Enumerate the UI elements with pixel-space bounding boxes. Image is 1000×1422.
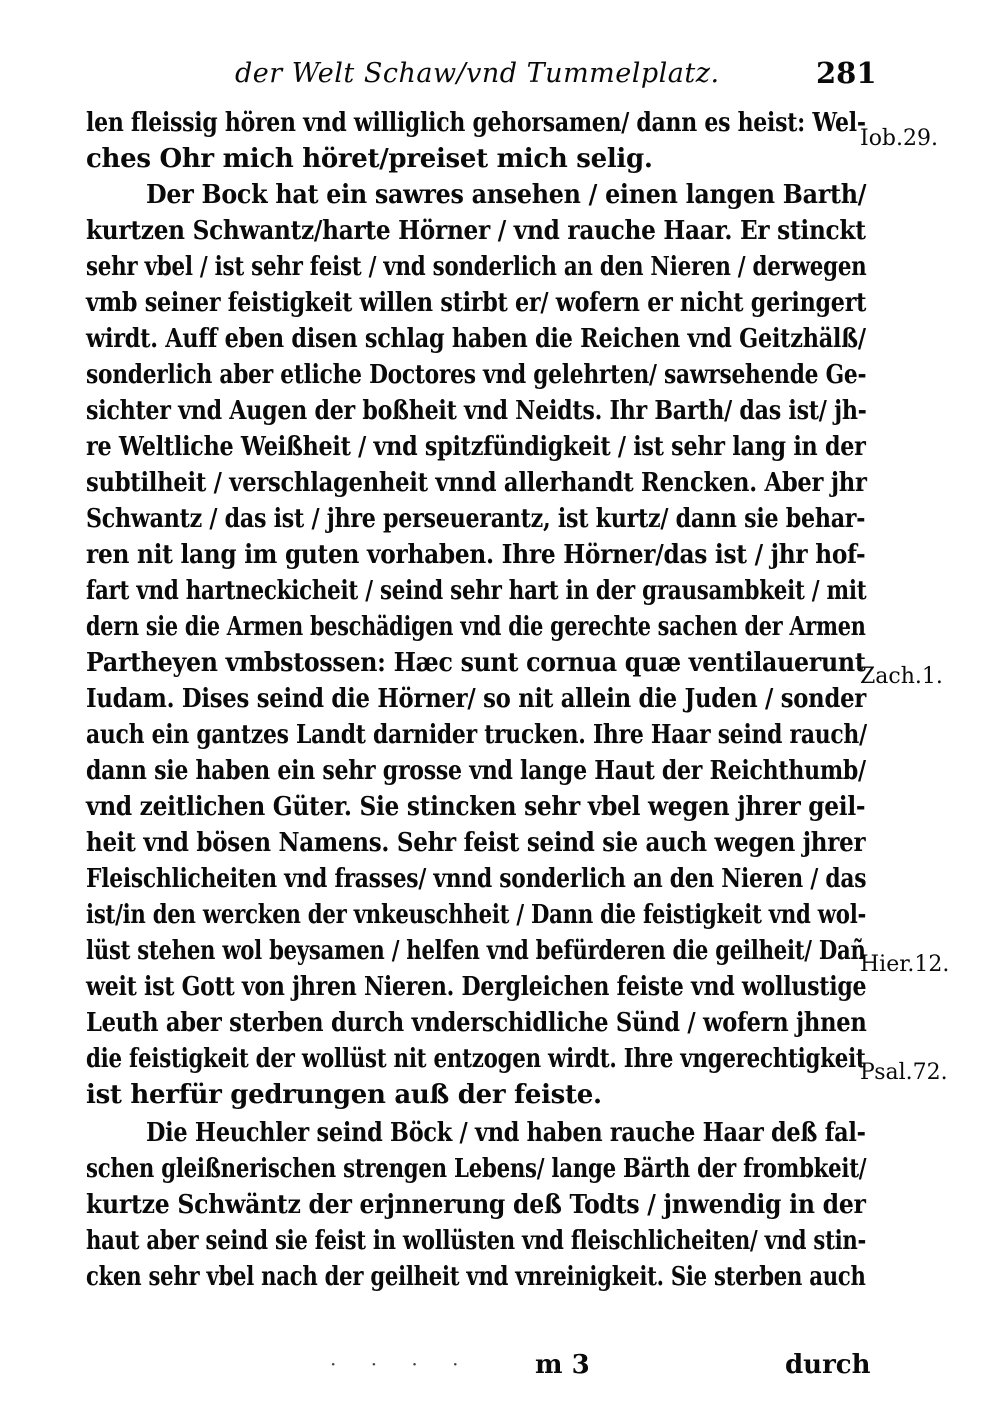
text-line: Schwantz / das ist / jhre perseuerantz, ist kurtz/ dann sie behar- xyxy=(86,504,866,534)
text-line: lüst stehen wol beysamen / helfen vnd befürderen die geilheit/ Dañ xyxy=(86,936,866,966)
text-line: cken sehr vbel nach der geilheit vnd vnreinigkeit. Sie sterben auch xyxy=(86,1262,866,1292)
text-line: kurtzen Schwantz/harte Hörner / vnd rauche Haar. Er stinckt xyxy=(86,216,866,246)
text-line: heit vnd bösen Namens. Sehr feist seind sie auch wegen jhrer xyxy=(86,828,866,858)
marginal-note-job: Iob.29. xyxy=(860,126,938,151)
text-line: auch ein gantzes Landt darnider trucken. Ihre Haar seind rauch/ xyxy=(86,720,867,750)
text-line: vnd zeitlichen Güter. Sie stincken sehr vbel wegen jhrer geil- xyxy=(86,792,866,822)
text-line: kurtze Schwäntz der erjnnerung deß Todts / jnwendig in der xyxy=(86,1190,866,1220)
marginal-note-psal: Psal.72. xyxy=(860,1060,948,1085)
catchword: durch xyxy=(785,1350,871,1380)
marginal-note-hier: Hier.12. xyxy=(860,952,950,977)
text-line: re Weltliche Weißheit / vnd spitzfündigkeit / ist sehr lang in der xyxy=(86,432,866,462)
signature-mark: m 3 xyxy=(535,1350,590,1380)
text-line: dern sie die Armen beschädigen vnd die gerechte sachen der Armen xyxy=(86,612,866,642)
text-line: haut aber seind sie feist in wollüsten vnd fleischlicheiten/ vnd stin- xyxy=(86,1226,867,1256)
text-line: ches Ohr mich höret/preiset mich selig. xyxy=(86,144,653,174)
text-line: subtilheit / verschlagenheit vnnd allerhandt Rencken. Aber jhr xyxy=(86,468,867,498)
stray-marks: · · · · xyxy=(330,1352,473,1376)
text-line: vmb seiner feistigkeit willen stirbt er/ wofern er nicht geringert xyxy=(86,288,867,318)
text-line: wirdt. Auff eben disen schlag haben die Reichen vnd Geitzhälß/ xyxy=(86,324,866,354)
text-line: ist/in den wercken der vnkeuschheit / Dann die feistigkeit vnd wol- xyxy=(86,900,867,930)
text-line: len fleissig hören vnd williglich gehorsamen/ dann es heist: Wel- xyxy=(86,108,866,138)
text-line: fart vnd hartneckicheit / seind sehr hart in der grausambkeit / mit xyxy=(86,576,867,606)
text-line: ist herfür gedrungen auß der feiste. xyxy=(86,1080,602,1110)
text-line: Die Heuchler seind Böck / vnd haben rauche Haar deß fal- xyxy=(146,1118,866,1148)
marginal-note-zach: Zach.1. xyxy=(860,664,943,689)
text-line: ren nit lang im guten vorhaben. Ihre Hörner/das ist / jhr hof- xyxy=(86,540,866,570)
text-line: Leuth aber sterben durch vnderschidliche Sünd / wofern jhnen xyxy=(86,1008,867,1038)
text-line: sonderlich aber etliche Doctores vnd gelehrten/ sawrsehende Ge- xyxy=(86,360,867,390)
page-number: 281 xyxy=(816,56,877,90)
text-line: die feistigkeit der wollüst nit entzogen wirdt. Ihre vngerechtigkeit xyxy=(86,1044,866,1074)
text-line: Iudam. Dises seind die Hörner/ so nit allein die Juden / sonder xyxy=(86,684,867,714)
text-line: sichter vnd Augen der boßheit vnd Neidts. Ihr Barth/ das ist/ jh- xyxy=(86,396,867,426)
text-line: Der Bock hat ein sawres ansehen / einen langen Barth/ xyxy=(146,180,867,210)
text-line: sehr vbel / ist sehr feist / vnd sonderlich an den Nieren / derwegen xyxy=(86,252,867,282)
text-line: schen gleißnerischen strengen Lebens/ lange Bärth der frombkeit/ xyxy=(86,1154,867,1184)
running-header xyxy=(140,56,877,96)
running-title: der Welt Schaw/vnd Tummelplatz. xyxy=(235,58,720,89)
text-line: Fleischlicheiten vnd frasses/ vnnd sonderlich an den Nieren / das xyxy=(86,864,867,894)
text-line: Partheyen vmbstossen: Hæc sunt cornua quæ ventilauerunt xyxy=(86,648,866,678)
text-line: dann sie haben ein sehr grosse vnd lange Haut der Reichthumb/ xyxy=(86,756,866,786)
text-line: weit ist Gott von jhren Nieren. Dergleichen feiste vnd wollustige xyxy=(86,972,867,1002)
